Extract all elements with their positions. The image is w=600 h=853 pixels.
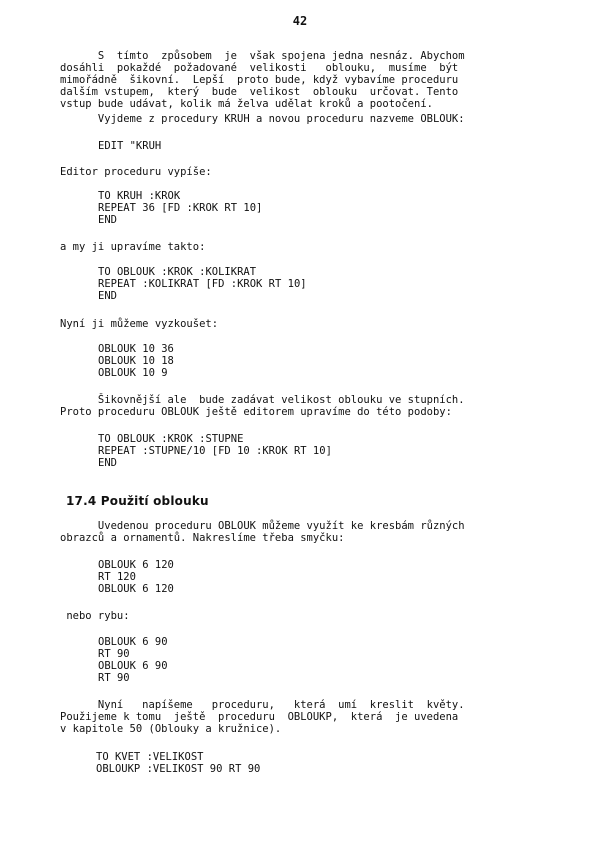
- text-rybu: nebo rybu:: [60, 610, 130, 622]
- paragraph-3-line-1: Uvedenou proceduru OBLOUK můžeme využít ke kresbám různých: [60, 520, 465, 532]
- code-stupne-line-1: TO OBLOUK :KROK :STUPNE: [98, 433, 244, 445]
- code-kruh-line-2: REPEAT 36 [FD :KROK RT 10]: [98, 202, 263, 214]
- code-stupne-line-3: END: [98, 457, 117, 469]
- text-nyni: Nyní ji můžeme vyzkoušet:: [60, 318, 219, 330]
- paragraph-1-line-3: mimořádně šikovní. Lepší proto bude, když vybavíme proceduru: [60, 74, 459, 86]
- code-smycka-line-1: OBLOUK 6 120: [98, 559, 174, 571]
- code-oblouk-line-1: TO OBLOUK :KROK :KOLIKRAT: [98, 266, 257, 278]
- paragraph-3-line-2: obrazců a ornamentů. Nakreslíme třeba smyčku:: [60, 532, 345, 544]
- section-heading: 17.4 Použití oblouku: [66, 494, 209, 508]
- text-editor: Editor proceduru vypíše:: [60, 166, 212, 178]
- page-number: 42: [292, 14, 308, 28]
- code-kruh-line-3: END: [98, 214, 117, 226]
- paragraph-1-line-4: dalším vstupem, který bude velikost oblouku určovat. Tento: [60, 86, 459, 98]
- code-edit-kruh: EDIT "KRUH: [98, 140, 162, 152]
- code-smycka-line-2: RT 120: [98, 571, 136, 583]
- code-kruh-line-1: TO KRUH :KROK: [98, 190, 181, 202]
- code-ryba-line-1: OBLOUK 6 90: [98, 636, 168, 648]
- paragraph-2-line-1: Šikovnější ale bude zadávat velikost oblouku ve stupních.: [60, 394, 465, 406]
- code-ryba-line-4: RT 90: [98, 672, 130, 684]
- paragraph-4-line-1: Nyní napíšeme proceduru, která umí kreslit květy.: [60, 699, 465, 711]
- code-oblouk-line-2: REPEAT :KOLIKRAT [FD :KROK RT 10]: [98, 278, 307, 290]
- code-ryba-line-3: OBLOUK 6 90: [98, 660, 168, 672]
- code-test-line-1: OBLOUK 10 36: [98, 343, 174, 355]
- code-ryba-line-2: RT 90: [98, 648, 130, 660]
- paragraph-1-line-2: dosáhli pokaždé požadované velikosti oblouku, musíme být: [60, 62, 459, 74]
- code-test-line-3: OBLOUK 10 9: [98, 367, 168, 379]
- paragraph-2-line-2: Proto proceduru OBLOUK ještě editorem upravíme do této podoby:: [60, 406, 452, 418]
- paragraph-1-line-1: S tímto způsobem je však spojena jedna nesnáz. Abychom: [60, 50, 465, 62]
- paragraph-1-line-5: vstup bude udávat, kolik má želva udělat kroků a pootočení.: [60, 98, 433, 110]
- code-kvet-line-1: TO KVET :VELIKOST: [96, 751, 204, 763]
- text-upravime: a my ji upravíme takto:: [60, 241, 206, 253]
- code-stupne-line-2: REPEAT :STUPNE/10 [FD 10 :KROK RT 10]: [98, 445, 332, 457]
- paragraph-1b: Vyjdeme z procedury KRUH a novou proceduru nazveme OBLOUK:: [60, 113, 465, 125]
- paragraph-4-line-2: Použijeme k tomu ještě proceduru OBLOUKP, která je uvedena: [60, 711, 459, 723]
- code-test-line-2: OBLOUK 10 18: [98, 355, 174, 367]
- code-oblouk-line-3: END: [98, 290, 117, 302]
- code-kvet-line-2: OBLOUKP :VELIKOST 90 RT 90: [96, 763, 261, 775]
- code-smycka-line-3: OBLOUK 6 120: [98, 583, 174, 595]
- paragraph-4-line-3: v kapitole 50 (Oblouky a kružnice).: [60, 723, 282, 735]
